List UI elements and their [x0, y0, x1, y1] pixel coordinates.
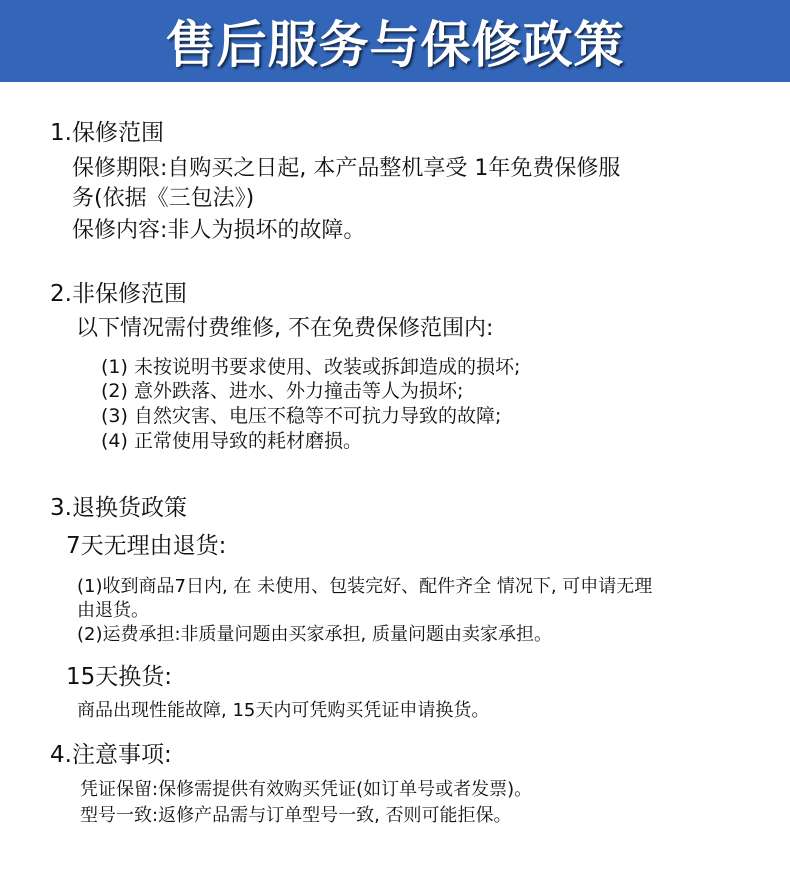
section-4-line-2: 型号一致:返修产品需与订单型号一致, 否则可能拒保。: [80, 805, 512, 826]
section-3-sub-2-line-1: 商品出现性能故障, 15天内可凭购买凭证申请换货。: [77, 700, 490, 721]
section-3-heading: 3.退换货政策: [50, 495, 187, 521]
section-4-heading: 4.注意事项:: [50, 742, 172, 768]
section-2-item-2: (2) 意外跌落、进水、外力撞击等人为损坏;: [101, 380, 464, 402]
section-3-sub-1: 7天无理由退货:: [66, 533, 227, 559]
section-1-line-1: 保修期限:自购买之日起, 本产品整机享受 1年免费保修服: [72, 156, 621, 181]
section-3-sub-2: 15天换货:: [66, 664, 173, 690]
section-1-line-2: 务(依据《三包法》): [72, 186, 255, 211]
section-1-heading: 1.保修范围: [50, 120, 164, 146]
section-2-intro: 以下情况需付费维修, 不在免费保修范围内:: [76, 316, 494, 341]
section-2-item-4: (4) 正常使用导致的耗材磨损。: [101, 430, 362, 452]
section-2-item-3: (3) 自然灾害、电压不稳等不可抗力导致的故障;: [101, 405, 502, 427]
section-4-line-1: 凭证保留:保修需提供有效购买凭证(如订单号或者发票)。: [80, 779, 533, 800]
section-1-line-3: 保修内容:非人为损坏的故障。: [72, 218, 366, 243]
page-title: 售后服务与保修政策: [165, 16, 625, 74]
section-3-sub-1-line-3: (2)运费承担:非质量问题由买家承担, 质量问题由卖家承担。: [77, 624, 553, 645]
title-banner: [0, 0, 790, 82]
section-3-sub-1-line-1: (1)收到商品7日内, 在 未使用、包装完好、配件齐全 情况下, 可申请无理: [77, 576, 653, 597]
section-2-heading: 2.非保修范围: [50, 281, 187, 307]
section-2-item-1: (1) 未按说明书要求使用、改装或拆卸造成的损坏;: [101, 356, 521, 378]
section-3-sub-1-line-2: 由退货。: [77, 600, 149, 621]
